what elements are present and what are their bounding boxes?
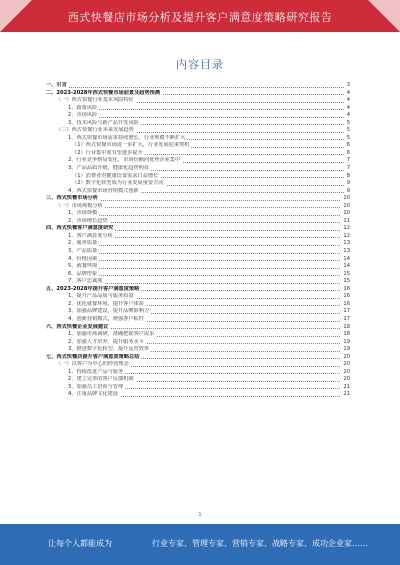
toc-entry-page: 4 [346, 104, 350, 111]
toc-entry-page: 21 [343, 391, 350, 398]
toc-entry-label: 2、加强人才培养，提升服务水平 [46, 339, 146, 345]
toc-entry-page: 14 [343, 255, 350, 262]
toc-entry[interactable] [46, 120, 350, 128]
toc-entry[interactable] [46, 346, 350, 354]
toc-entry[interactable] [46, 376, 350, 384]
toc-entry-page: 9 [346, 180, 350, 187]
toc-entry[interactable] [46, 256, 350, 264]
toc-entry-page: 10 [343, 202, 350, 209]
toc-heading: 内容目录 [176, 58, 224, 71]
toc-entry[interactable] [46, 112, 350, 120]
toc-entry-label: 1、提升产品品质与服务质量 [46, 293, 136, 299]
toc-entry-page: 5 [346, 134, 350, 141]
toc-entry-page: 17 [343, 308, 350, 315]
toc-entry-label: 1、持续改进产品与服务 [46, 369, 125, 375]
toc-entry-label: 6、品牌形象 [46, 271, 99, 277]
toc-entry[interactable] [46, 173, 350, 181]
toc-entry[interactable] [46, 135, 350, 143]
table-of-contents [46, 82, 350, 399]
toc-entry-page: 17 [343, 315, 350, 322]
toc-entry[interactable] [46, 331, 350, 339]
toc-entry[interactable] [46, 324, 350, 332]
toc-entry[interactable] [46, 293, 350, 301]
toc-entry[interactable] [46, 339, 350, 347]
toc-entry[interactable] [46, 240, 350, 248]
toc-entry-label: 1、市场规模 [46, 210, 99, 216]
toc-entry-page: 18 [343, 323, 350, 330]
toc-entry-label: 3、加强品牌建设，提升品牌影响力 [46, 308, 151, 314]
toc-entry-label: 5、就餐环境 [46, 263, 99, 269]
toc-entry-label: （1）消费者对健康饮食需求日益增长 [46, 173, 160, 179]
toc-entry[interactable] [46, 188, 350, 196]
toc-entry-label: （一）西式快餐行业基本风险特征 [46, 97, 136, 103]
toc-entry-page: 11 [343, 217, 350, 224]
toc-entry-label: 二、2023-2028年西式快餐市场前景及趋势预测 [46, 89, 161, 96]
footer-roles: 行业专家、管理专家、营销专家、战略专家、成功企业家…… [152, 539, 368, 548]
toc-entry[interactable] [46, 248, 350, 256]
toc-entry-page: 13 [343, 248, 350, 255]
toc-entry[interactable] [46, 369, 350, 377]
toc-entry[interactable] [46, 263, 350, 271]
toc-entry[interactable] [46, 142, 350, 150]
toc-entry-label: 4、价格因素 [46, 256, 99, 262]
toc-entry-label: 1、加强市场调研，准确把握客户需求 [46, 331, 156, 337]
toc-entry[interactable] [46, 165, 350, 173]
toc-entry-label: 3、产品品质升级，健康化趋势明显 [46, 165, 151, 171]
toc-entry-label: （一）市场规模分析 [46, 203, 105, 209]
toc-entry[interactable] [46, 301, 350, 309]
toc-entry-label: （2）行业集中度有望逐步提升 [46, 150, 145, 156]
toc-entry-page: 5 [346, 119, 350, 126]
toc-entry[interactable] [46, 195, 350, 203]
toc-entry-page: 6 [346, 149, 350, 156]
toc-leader-dots [46, 87, 346, 88]
toc-entry-page: 12 [343, 232, 350, 239]
toc-entry-page: 12 [343, 225, 350, 232]
toc-entry-page: 21 [343, 383, 350, 390]
toc-entry-page: 4 [346, 112, 350, 119]
toc-entry-page: 8 [346, 172, 350, 179]
toc-entry-page: 15 [343, 270, 350, 277]
toc-entry-label: 七、西式快餐店提升客户满意度策略总结 [46, 353, 140, 360]
toc-entry[interactable] [46, 105, 350, 113]
toc-entry-label: 2、服务质量 [46, 240, 99, 246]
footer-banner [0, 524, 400, 565]
toc-entry-page: 19 [343, 338, 350, 345]
toc-entry[interactable] [46, 316, 350, 324]
toc-entry-label: 1、政策风险 [46, 105, 99, 111]
report-title: 西式快餐店市场分析及提升客户满意度策略研究报告 [67, 11, 333, 24]
toc-entry-page: 7 [346, 165, 350, 172]
toc-entry[interactable] [46, 218, 350, 226]
toc-entry-page: 14 [343, 263, 350, 270]
toc-entry-page: 3 [346, 82, 350, 88]
toc-entry-label: 2、优化就餐环境，提升客户体验 [46, 301, 146, 307]
toc-entry-label: （一）以客户为中心的经营理念 [46, 361, 131, 367]
toc-entry-page: 10 [343, 195, 350, 202]
header-corner-decoration-right [368, 0, 400, 32]
toc-entry[interactable] [46, 233, 350, 241]
toc-entry[interactable] [46, 157, 350, 165]
toc-entry-page: 18 [343, 331, 350, 338]
toc-entry-page: 20 [343, 368, 350, 375]
toc-entry[interactable] [46, 210, 350, 218]
toc-entry[interactable] [46, 384, 350, 392]
toc-entry[interactable] [46, 278, 350, 286]
toc-entry-page: 4 [346, 97, 350, 104]
toc-entry-label: 一、引言 [46, 82, 67, 88]
toc-entry-label: 4、西式快餐市场营销模式创新 [46, 188, 141, 194]
toc-entry-label: 4、创新营销模式，增强客户粘性 [46, 316, 146, 322]
toc-entry[interactable] [46, 180, 350, 188]
toc-entry-label: 1、西式快餐市场需求持续增长，行业规模不断扩大 [46, 135, 187, 141]
toc-entry-page: 5 [346, 127, 350, 134]
toc-entry-page: 16 [343, 285, 350, 292]
footer-slogan: 让每个人都能成为 [48, 539, 112, 548]
toc-entry-label: 3、技术风险与新产品开发风险 [46, 120, 141, 126]
toc-entry[interactable] [46, 82, 350, 90]
toc-entry-page: 19 [343, 346, 350, 353]
toc-entry-label: 四、西式快餐客户满意度研究 [46, 225, 114, 232]
toc-entry[interactable] [46, 271, 350, 279]
toc-entry-page: 13 [343, 240, 350, 247]
toc-entry[interactable] [46, 127, 350, 135]
toc-entry[interactable] [46, 150, 350, 158]
toc-entry[interactable] [46, 308, 350, 316]
toc-entry-page: 20 [343, 361, 350, 368]
toc-entry-label: 六、西式快餐企业发展建议 [46, 323, 109, 330]
toc-entry-page: 6 [346, 142, 350, 149]
toc-entry-label: 2、市场风险 [46, 112, 99, 118]
toc-entry-label: 三、西式快餐市场分析 [46, 195, 98, 202]
toc-entry-page: 16 [343, 293, 350, 300]
toc-entry-label: 2、建立完善的客户反馈机制 [46, 376, 136, 382]
toc-entry-label: （2）数字化转型成为行业发展重要方向 [46, 180, 166, 186]
toc-entry[interactable] [46, 225, 350, 233]
toc-entry[interactable] [46, 361, 350, 369]
header-corner-decoration-left [0, 0, 32, 32]
toc-entry-label: 4、注重品牌文化建设 [46, 391, 120, 397]
toc-entry-page: 9 [346, 187, 350, 194]
toc-entry-page: 10 [343, 210, 350, 217]
toc-entry-label: （1）西式快餐市场进一步扩大，行业发展迎来契机 [46, 142, 191, 148]
header-banner [0, 0, 400, 32]
toc-entry-label: 7、客户忠诚度 [46, 278, 104, 284]
toc-entry-label: 3、推进数字化转型，提升运营效率 [46, 346, 151, 352]
toc-entry-label: 五、2023-2028年提升客户满意度策略 [46, 285, 140, 292]
toc-entry-label: 3、加强员工培训与管理 [46, 384, 125, 390]
toc-entry-label: （二）西式快餐行业未来发展趋势 [46, 127, 136, 133]
toc-entry[interactable] [46, 354, 350, 362]
toc-entry[interactable] [46, 203, 350, 211]
toc-entry-page: 20 [343, 376, 350, 383]
toc-entry[interactable] [46, 97, 350, 105]
toc-entry-label: 3、产品质量 [46, 248, 99, 254]
page-number: 1 [198, 512, 202, 518]
toc-entry[interactable] [46, 90, 350, 98]
toc-entry-page: 20 [343, 353, 350, 360]
toc-entry-page: 16 [343, 300, 350, 307]
toc-entry[interactable] [46, 391, 350, 399]
toc-entry[interactable] [46, 286, 350, 294]
toc-entry-page: 4 [346, 89, 350, 96]
toc-entry-label: 1、客户满意度分析 [46, 233, 115, 239]
toc-entry-label: 2、市场增长趋势 [46, 218, 110, 224]
toc-entry-page: 15 [343, 278, 350, 285]
toc-entry-page: 7 [346, 157, 350, 164]
toc-entry-label: 2、行业竞争格局变化，市场份额向优势企业集中 [46, 157, 182, 163]
